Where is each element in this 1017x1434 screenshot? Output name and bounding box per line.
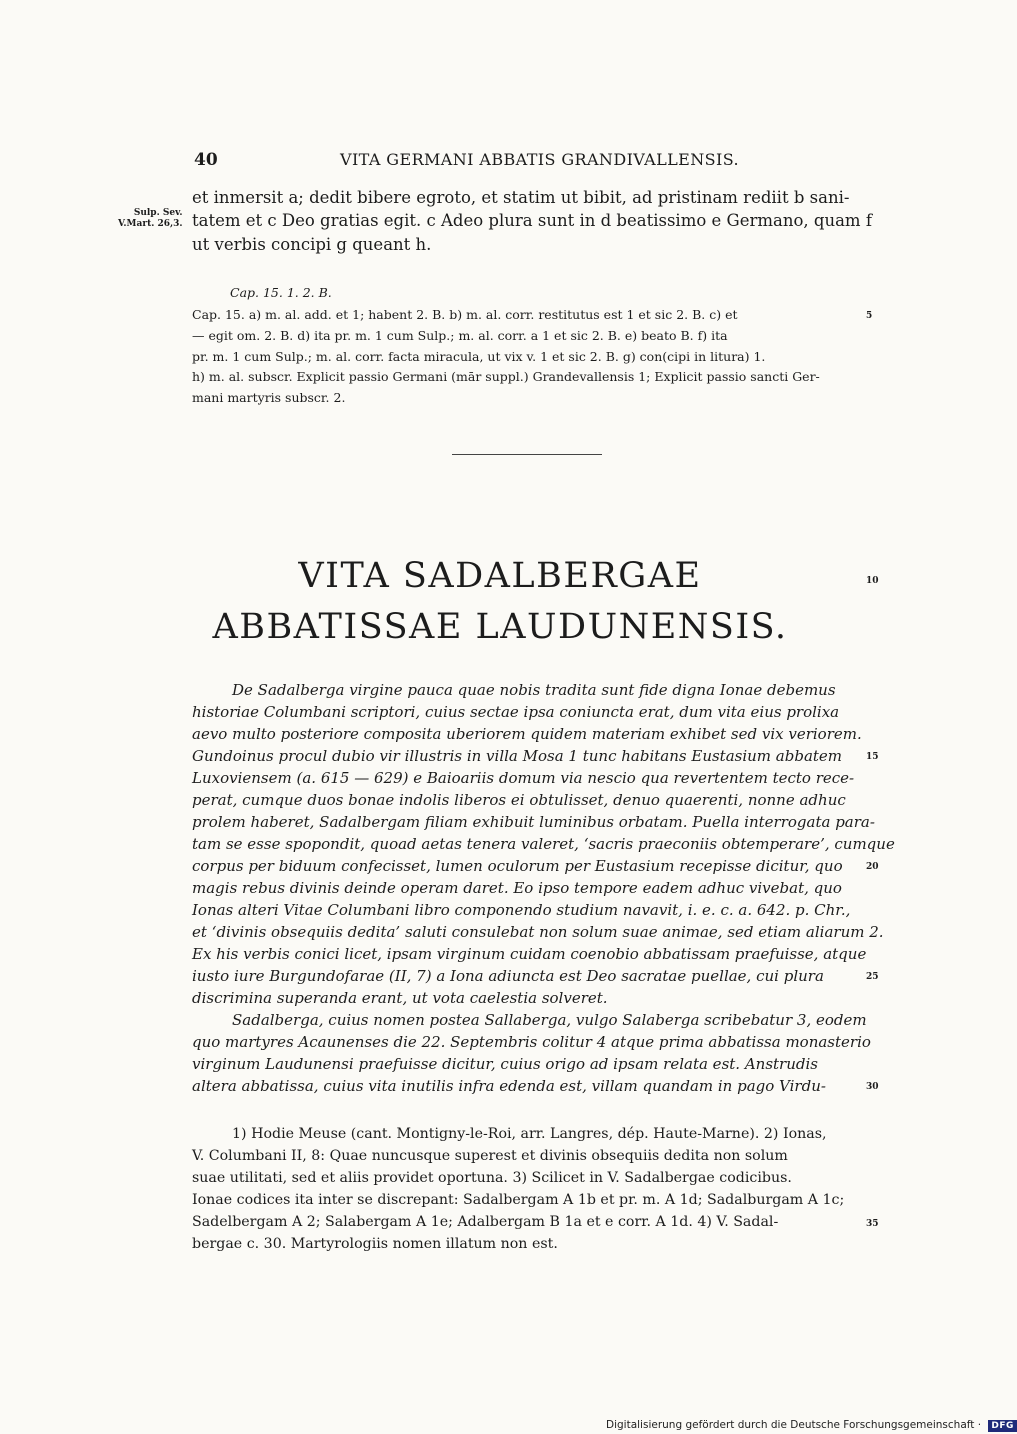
line-number: 30 — [866, 1082, 879, 1092]
intro-line: prolem haberet, Sadalbergam filiam exhibuit luminibus orbatam. Puella interrogata para- — [192, 813, 875, 831]
digitization-credit — [606, 1419, 1017, 1432]
dfg-logo: DFG — [988, 1420, 1017, 1432]
apparatus-line: mani martyris subscr. 2. — [192, 390, 346, 405]
intro-line: Luxoviensem (a. 615 — 629) e Baioariis domum via nescio qua revertentem tecto rece- — [192, 769, 855, 787]
intro-line: Sadalberga, cuius nomen postea Sallaberga, vulgo Salaberga scribebatur 3, eodem — [232, 1011, 867, 1029]
line-number: 20 — [866, 862, 879, 872]
credit-text: Digitalisierung gefördert durch die Deutsche Forschungsgemeinschaft · — [606, 1419, 982, 1431]
apparatus-line: h) m. al. subscr. Explicit passio Germani (mār suppl.) Grandevallensis 1; Explicit passio sancti Ger- — [192, 369, 820, 384]
footnote-line: Sadelbergam A 2; Salabergam A 1e; Adalbergam B 1a et e corr. A 1d. 4) V. Sadal- — [192, 1214, 779, 1230]
footnote-line: V. Columbani II, 8: Quae nuncusque superest et divinis obsequiis dedita non solum — [192, 1148, 788, 1164]
margin-reference-line: Sulp. Sev. — [133, 208, 183, 218]
body-line: ut verbis concipi g queant h. — [192, 235, 432, 254]
intro-line: perat, cumque duos bonae indolis liberos ei obtulisset, denuo quaerenti, nonne adhuc — [192, 791, 846, 809]
intro-line: iusto iure Burgundofarae (II, 7) a Iona adiuncta est Deo sacratae puellae, cui plura — [192, 967, 824, 985]
footnote-line: 1) Hodie Meuse (cant. Montigny-le-Roi, arr. Langres, dép. Haute-Marne). 2) Ionas, — [232, 1126, 827, 1142]
section-title-line-2: ABBATISSAE LAUDUNENSIS. — [212, 607, 788, 647]
body-line: tatem et c Deo gratias egit. c Adeo plura sunt in d beatissimo e Germano, quam f — [192, 211, 872, 230]
intro-line: Ex his verbis conici licet, ipsam virginum cuidam coenobio abbatissam praefuisse, atque — [192, 945, 867, 963]
intro-line: virginum Laudunensi praefuisse dicitur, cuius origo ad ipsam relata est. Anstrudis — [192, 1055, 818, 1073]
margin-reference — [118, 208, 183, 230]
body-line: et inmersit a; dedit bibere egroto, et statim ut bibit, ad pristinam rediit b sani- — [192, 188, 850, 207]
intro-line: tam se esse spopondit, quoad aetas tenera valeret, ‘sacris praeconiis obtemperare’, cumque — [192, 835, 895, 853]
footnote-line: bergae c. 30. Martyrologiis nomen illatum non est. — [192, 1236, 558, 1252]
line-number: 15 — [866, 752, 879, 762]
apparatus-line: Cap. 15. a) m. al. add. et 1; habent 2. B. b) m. al. corr. restitutus est 1 et sic 2. B. c) et — [192, 307, 738, 322]
intro-line: discrimina superanda erant, ut vota caelestia solveret. — [192, 989, 608, 1007]
intro-line: historiae Columbani scriptori, cuius sectae ipsa coniuncta erat, dum vita eius prolixa — [192, 703, 840, 721]
apparatus-line: pr. m. 1 cum Sulp.; m. al. corr. facta miracula, ut vix v. 1 et sic 2. B. g) con(cipi in litura) 1. — [192, 349, 766, 364]
margin-reference-line: V.Mart. 26,3. — [118, 219, 183, 229]
line-number: 5 — [866, 311, 873, 321]
running-title: VITA GERMANI ABBATIS GRANDIVALLENSIS. — [340, 150, 739, 169]
intro-line: quo martyres Acaunenses die 22. Septembris colitur 4 atque prima abbatissa monasterio — [192, 1033, 871, 1051]
intro-line: Ionas alteri Vitae Columbani libro componendo studium navavit, i. e. c. a. 642. p. Chr., — [192, 901, 851, 919]
page-number: 40 — [194, 150, 218, 170]
intro-line: aevo multo posteriore composita uberiorem quidem materiam exhibet sed vix veriorem. — [192, 725, 862, 743]
intro-line: magis rebus divinis deinde operam daret. Eo ipso tempore eadem adhuc vivebat, quo — [192, 879, 842, 897]
footnote-line: Ionae codices ita inter se discrepant: Sadalbergam A 1b et pr. m. A 1d; Sadalburgam A 1c; — [192, 1192, 845, 1208]
line-number: 25 — [866, 972, 879, 982]
intro-line: Gundoinus procul dubio vir illustris in villa Mosa 1 tunc habitans Eustasium abbatem — [192, 747, 843, 765]
intro-line: corpus per biduum confecisset, lumen oculorum per Eustasium recepisse dicitur, quo — [192, 857, 843, 875]
intro-line: altera abbatissa, cuius vita inutilis infra edenda est, villam quandam in pago Virdu- — [192, 1077, 826, 1095]
line-number: 35 — [866, 1219, 879, 1229]
intro-line: et ‘divinis obsequiis dedita’ saluti consulebat non solum suae animae, sed etiam aliarum 2. — [192, 923, 884, 941]
apparatus-cap-label: Cap. 15. 1. 2. B. — [230, 285, 332, 300]
section-divider — [452, 454, 602, 455]
footnote-line: suae utilitati, sed et aliis providet oportuna. 3) Scilicet in V. Sadalbergae codicibus. — [192, 1170, 792, 1186]
line-number: 10 — [866, 576, 879, 586]
intro-line: De Sadalberga virgine pauca quae nobis tradita sunt fide digna Ionae debemus — [232, 681, 836, 699]
section-title-line-1: VITA SADALBERGAE — [298, 556, 702, 596]
apparatus-line: — egit om. 2. B. d) ita pr. m. 1 cum Sulp.; m. al. corr. a 1 et sic 2. B. e) beato B. f) ita — [192, 328, 728, 343]
